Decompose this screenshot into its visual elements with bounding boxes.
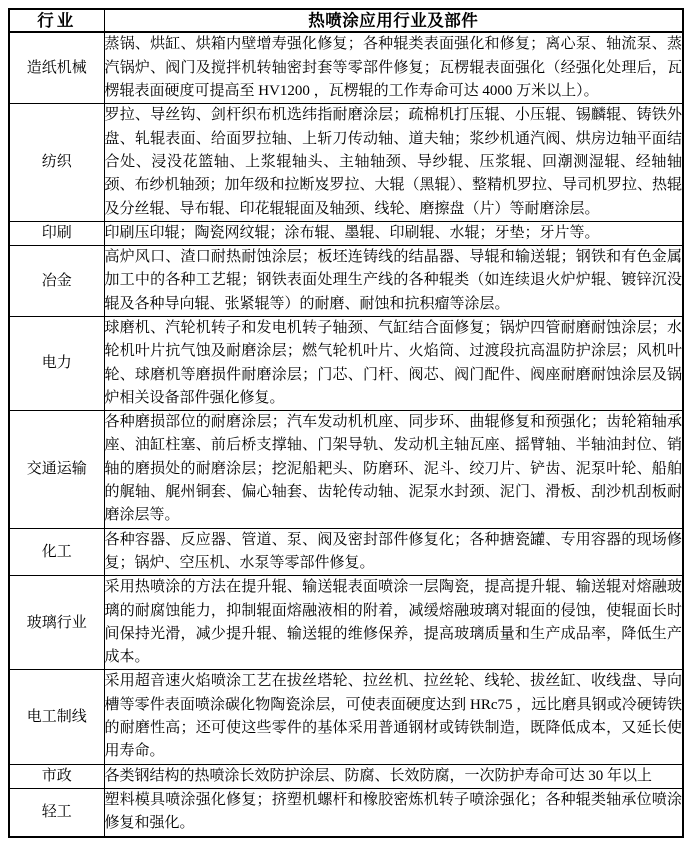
column-header-industry: 行业 xyxy=(9,9,104,32)
cell-detail: 各种容器、反应器、管道、泵、阀及密封部件修复化；各种搪瓷罐、专用容器的现场修复；锅炉、空压机、水泵等零部件修复。 xyxy=(104,528,683,576)
cell-detail: 塑料模具喷涂强化修复；挤塑机螺杆和橡胶密炼机转子喷涂强化；各种辊类轴承位喷涂修复和强化。 xyxy=(104,788,683,836)
cell-detail: 采用热喷涂的方法在提升辊、输送辊表面喷涂一层陶瓷，提高提升辊、输送辊对熔融玻璃的耐腐蚀能力，抑制辊面熔融液相的附着，减缓熔融玻璃对辊面的侵蚀，使辊面长时间保持光滑，减少提升辊、输送辊的维修保养，提高玻璃质量和生产成品率，降低生产成本。 xyxy=(104,576,683,670)
table-row xyxy=(9,246,683,317)
cell-detail: 蒸锅、烘缸、烘箱内壁增寿强化修复；各种辊类表面强化和修复；离心泵、轴流泵、蒸汽锅炉、阀门及搅拌机转轴密封套等零部件修复；瓦楞辊表面强化（经强化处理后，瓦楞辊表面硬度可提高至 HV1200 ，瓦楞辊的工作寿命可达 4000 万米以上）。 xyxy=(104,32,683,103)
thermal-spray-application-table xyxy=(8,8,684,838)
table-row xyxy=(9,32,683,103)
cell-detail: 高炉风口、渣口耐热耐蚀涂层；板坯连铸线的结晶器、导辊和输送辊；钢铁和有色金属加工中的各种工艺辊；钢铁表面处理生产线的各种辊类（如连续退火炉炉辊、镀锌沉没辊及各种导向辊、张紧辊等）的耐磨、耐蚀和抗积瘤等涂层。 xyxy=(104,246,683,317)
table-header xyxy=(9,9,683,32)
table-row xyxy=(9,411,683,528)
table-row xyxy=(9,764,683,788)
cell-detail: 印刷压印辊；陶瓷网纹辊；涂布辊、墨辊、印刷辊、水辊；牙垫；牙片等。 xyxy=(104,221,683,245)
cell-detail: 各种磨损部位的耐磨涂层；汽车发动机机座、同步环、曲辊修复和预强化；齿轮箱轴承座、油缸柱塞、前后桥支撑轴、门架导轨、发动机主轴瓦座、摇臂轴、半轴油封位、销轴的磨损处的耐磨涂层；挖泥船耙头、防磨环、泥斗、绞刀片、铲齿、泥泵叶轮、船舶的艉轴、艉州铜套、偏心轴套、齿轮传动轴、泥泵水封颈、泥门、滑板、刮沙机刮板耐磨涂层等。 xyxy=(104,411,683,528)
table-row xyxy=(9,670,683,764)
cell-industry: 化工 xyxy=(9,528,104,576)
table-row xyxy=(9,221,683,245)
cell-industry: 轻工 xyxy=(9,788,104,836)
cell-industry: 交通运输 xyxy=(9,411,104,528)
table-row xyxy=(9,528,683,576)
cell-industry: 电工制线 xyxy=(9,670,104,764)
cell-industry: 印刷 xyxy=(9,221,104,245)
table-row xyxy=(9,104,683,221)
column-header-detail: 热喷涂应用行业及部件 xyxy=(104,9,683,32)
cell-detail: 罗拉、导丝钩、剑杆织布机选纬指耐磨涂层；疏棉机打压辊、小压辊、锡麟辊、铸铁外盘、轧辊表面、给面罗拉轴、上斩刀传动轴、道夫轴；浆纱机通汽阀、烘房边轴平面结合处、浸没花篮轴、上浆辊轴头、主轴轴颈、导纱辊、压浆辊、回潮测湿辊、经轴轴颈、布纱机轴颈；加年级和拉断岌罗拉、大辊（黑辊）、整精机罗拉、导司机罗拉、热辊及分丝辊、导布辊、印花辊辊面及轴颈、线轮、磨擦盘（片）等耐磨涂层。 xyxy=(104,104,683,221)
table-row xyxy=(9,317,683,411)
table-container xyxy=(8,8,684,838)
cell-industry: 纺织 xyxy=(9,104,104,221)
cell-industry: 电力 xyxy=(9,317,104,411)
cell-industry: 市政 xyxy=(9,764,104,788)
cell-detail: 球磨机、汽轮机转子和发电机转子轴颈、气缸结合面修复；锅炉四管耐磨耐蚀涂层；水轮机叶片抗气蚀及耐磨涂层；燃气轮机叶片、火焰筒、过渡段抗高温防护涂层；风机叶轮、球磨机等磨损件耐磨涂层；门芯、门杆、阀芯、阀门配件、阀座耐磨耐蚀涂层及锅炉相关设备部件强化修复。 xyxy=(104,317,683,411)
cell-industry: 玻璃行业 xyxy=(9,576,104,670)
cell-industry: 造纸机械 xyxy=(9,32,104,103)
table-header-row xyxy=(9,9,683,32)
cell-industry: 冶金 xyxy=(9,246,104,317)
table-body xyxy=(9,32,683,836)
cell-detail: 采用超音速火焰喷涂工艺在拔丝塔轮、拉丝机、拉丝轮、线轮、拔丝缸、收线盘、导向槽等零件表面喷涂碳化物陶瓷涂层，可使表面硬度达到 HRc75 ，远比磨具钢或冷硬铸铁的耐磨性高；还可使这些零件的基体采用普通钢材或铸铁制造，既降低成本，又延长使用寿命。 xyxy=(104,670,683,764)
table-row xyxy=(9,576,683,670)
cell-detail: 各类钢结构的热喷涂长效防护涂层、防腐、长效防腐，一次防护寿命可达 30 年以上 xyxy=(104,764,683,788)
table-row xyxy=(9,788,683,836)
